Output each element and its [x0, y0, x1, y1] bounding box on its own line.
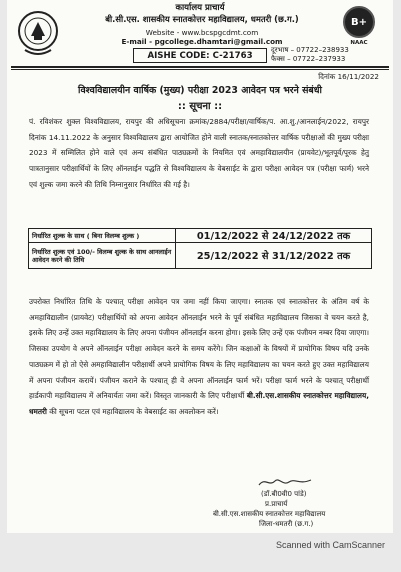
- header-divider: [11, 66, 389, 68]
- signatory-title: प्र.प्राचार्य: [265, 500, 288, 508]
- aishe-code-box: AISHE CODE: C-21763: [133, 48, 267, 63]
- college-website: Website - www.bcspgcdmt.com: [145, 28, 259, 37]
- phone-number: दूरभाष – 07722–238933: [271, 46, 349, 54]
- fee-schedule-table: [28, 228, 372, 269]
- fee-date-range: 25/12/2022 से 31/12/2022 तक: [176, 243, 372, 269]
- fee-label: निर्धारित शुल्क एवं 100/- विलम्ब शुल्क के साथ आनलाईन आवेदन करने की तिथि: [29, 243, 176, 269]
- college-email: E-mail - pgcollege.dhamtari@gmail.com: [121, 37, 283, 46]
- signatory-college: बी.सी.एस.शासकीय स्नातकोत्तर महाविद्यालय: [213, 510, 326, 518]
- principal-signature: [255, 474, 315, 488]
- notice-paragraph-2: [29, 294, 369, 420]
- fee-date-range: 01/12/2022 से 24/12/2022 तक: [176, 229, 372, 243]
- scanner-watermark: Scanned with CamScanner: [275, 540, 385, 550]
- naac-label: NAAC: [350, 40, 368, 46]
- paragraph-2-text: उपरोक्त निर्धारित तिथि के पश्चात् परीक्षा आवेदन पत्र जमा नहीं किया जाएगा। स्नातक एवं स्नातकोत्तर के अंतिम वर्ष के अमहाविद्यालीन (प्रायवेट) परीक्षार्थियों को अपना आवेदन ऑनलाईन भरने के पूर्व संबंधित महाविद्यालय जिसका वे चयन करते है, इसके लिए उन्हें उक्त महाविद्यालय के लिए अपना पंजीयन ऑनलाईन करना होगा। इसके लिए उन्हें एक पंजीयन नम्बर दिया जाएगा। जिसका उपयोग वे अपने ऑनलाईन परीक्षा आवेदन करने के समय करेंगे। जिन कक्षाओं के विषयों में प्रायोगिक विषय यदि उनके पाठ्यक्रम में हो तो ऐसे अमहाविद्यालीन परीक्षार्थी अपने प्रायोगिक विषय के लिए महाविद्यालय का चयन करते हुए उक्त महाविद्यालय में अपना पंजीयन करायें। पंजीयन कराने के पश्चात् ही वे अपना ऑनलाईन फार्म भरें। परीक्षा फार्म भरने के पश्चात् परीक्षार्थी हार्डकापी महाविद्यालय में अनिवार्यतः जमा करें। विस्तृत जानकारी के लिए परीक्षार्थी: [29, 297, 369, 401]
- notice-paragraph-1: पं. रविशंकर शुक्ल विश्वविद्यालय, रायपुर की अधिसूचना क्रमांक/2884/परीक्षा/वार्षिक/प. आ.शु./आनलाईन/2022, रायपुर दिनांक 14.11.2022 के अनुसार विश्वविद्यालय द्वारा आयोजित होने वाली स्नातक/स्नातकोत्तर वार्षिक परीक्षाओं की मुख्य परीक्षा 2023 में सम्मिलित होने वाले एवं अन्य संबंधित पाठ्यक्रमों के नियमित एवं अमहाविद्यालयीन (प्रायवेट)/भूतपूर्व/पूरक हेतु पात्रतानुसार परीक्षार्थियों के लिए ऑनलाईन पद्धति से विश्वविद्यालय के वेबसाईट के द्वारा परीक्षा आवेदन पत्र (परीक्षा फार्म) भरने एवं शुल्क जमा करने की तिथि निम्नानुसार निर्धारित की गई है।: [29, 117, 369, 189]
- fee-label: निर्धारित शुल्क के साथ ( बिना विलम्ब शुल्क ): [29, 229, 176, 243]
- notice-date: दिनांक 16/11/2022: [318, 72, 379, 81]
- signatory-place: जिला-धमतरी (छ.ग.): [259, 520, 314, 528]
- naac-badge: [341, 6, 377, 50]
- college-reference: बी.सी.एस.शासकीय स्नातकोत्तर महाविद्यालय, धमतरी: [29, 391, 369, 416]
- paragraph-2-ending: की सूचना पटल एवं महाविद्यालय के वेबसाईट का अवलोकन करें।: [46, 406, 219, 416]
- college-name: बी.सी.एस. शासकीय स्नातकोत्तर महाविद्यालय, धमतरी (छ.ग.): [105, 14, 299, 24]
- table-row: [29, 243, 372, 269]
- office-heading: कार्यालय प्राचार्य: [175, 3, 225, 13]
- notice-subtitle: :: सूचना ::: [177, 101, 223, 112]
- notice-page: [7, 0, 393, 533]
- signatory-name: (डॉ.बी0वी0 पांडे): [261, 490, 307, 498]
- notice-title: विश्वविद्यालयीन वार्षिक (मुख्य) परीक्षा 2023 आवेदन पत्र भरने संबंधी: [78, 85, 322, 96]
- fax-number: फैक्स – 07722–237933: [271, 55, 346, 63]
- table-row: [29, 229, 372, 243]
- header-divider-thin: [11, 69, 389, 70]
- college-emblem-icon: [17, 10, 59, 56]
- naac-grade: B+: [343, 6, 375, 38]
